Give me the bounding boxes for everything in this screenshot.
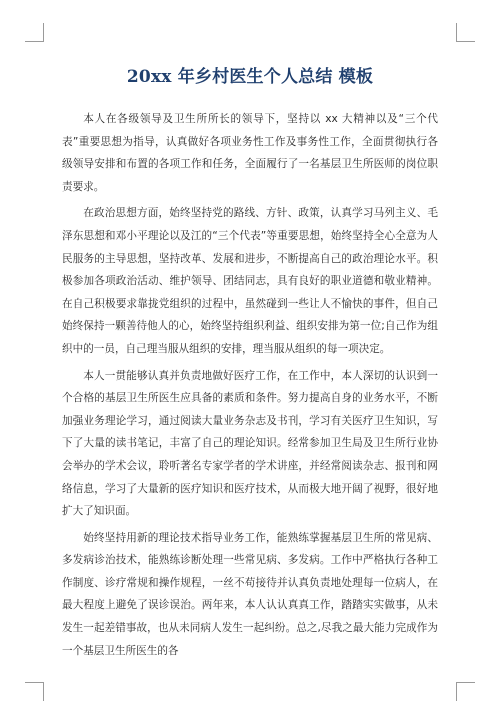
document-title: 20xx 年乡村医生个人总结 模板 bbox=[126, 67, 374, 87]
paragraph-political-thought: 在政治思想方面，始终坚持党的路线、方针、政策，认真学习马列主义、毛泽东思想和邓小平理论以及江的“三个代表”等重要思想，始终坚持全心全意为人民服务的主导思想，坚持改革、发展和进步，不断提高自己的政治理论水平。积极参加各项政治活动、维护领导、团结同志，具有良好的职业道德和敬业精神。在自己积极要求靠拢党组织的过程中，虽然碰到一些让人不愉快的事件，但自己始终保持一颗善待他人的心，始终坚持组织利益、组织安排为第一位;自己作为组织中的一员，自己理当服从组织的安排，理当服从组织的每一项决定。 bbox=[62, 207, 438, 355]
crop-mark-top-right bbox=[457, 41, 475, 42]
crop-mark-bottom-left bbox=[25, 682, 43, 683]
crop-mark-top-left bbox=[43, 23, 44, 42]
document-body bbox=[62, 108, 438, 666]
crop-mark-top-right bbox=[456, 23, 457, 42]
crop-mark-bottom-right bbox=[456, 682, 457, 701]
crop-mark-bottom-left bbox=[43, 682, 44, 701]
crop-mark-bottom-right bbox=[457, 682, 475, 683]
paragraph-clinical-practice: 始终坚持用新的理论技术指导业务工作，能熟练掌握基层卫生所的常见病、多发病诊治技术，能熟练诊断处理一些常见病、多发病。工作中严格执行各种工作制度、诊疗常规和操作规程，一丝不苟接待并认真负责地处理每一位病人，在最大程度上避免了误诊误治。两年来，本人认认真真工作，踏踏实实做事，从未发生一起差错事故，也从未同病人发生一起纠纷。总之,尽我之最大能力完成作为一个基层卫生所医生的各 bbox=[62, 531, 438, 657]
crop-mark-top-left bbox=[25, 41, 43, 42]
paragraph-intro: 本人在各级领导及卫生所所长的领导下，坚持以 xx 大精神以及“三个代表”重要思想为指导，认真做好各项业务性工作及事务性工作，全面贯彻执行各级领导安排和布置的各项工作和任务，全面履行了一名基层卫生所医师的岗位职责要求。 bbox=[62, 113, 438, 193]
paragraph-medical-work: 本人一贯能够认真并负责地做好医疗工作，在工作中，本人深切的认识到一个合格的基层卫生所医生应具备的素质和条件。努力提高自身的业务水平，不断加强业务理论学习，通过阅读大量业务杂志及书刊，学习有关医疗卫生知识，写下了大量的读书笔记，丰富了自己的理论知识。经常参加卫生局及卫生所行业协会举办的学术会议，聆听著名专家学者的学术讲座，并经常阅读杂志、报刊和网络信息，学习了大量新的医疗知识和医疗技术，从而极大地开阔了视野，很好地扩大了知识面。 bbox=[62, 369, 438, 518]
